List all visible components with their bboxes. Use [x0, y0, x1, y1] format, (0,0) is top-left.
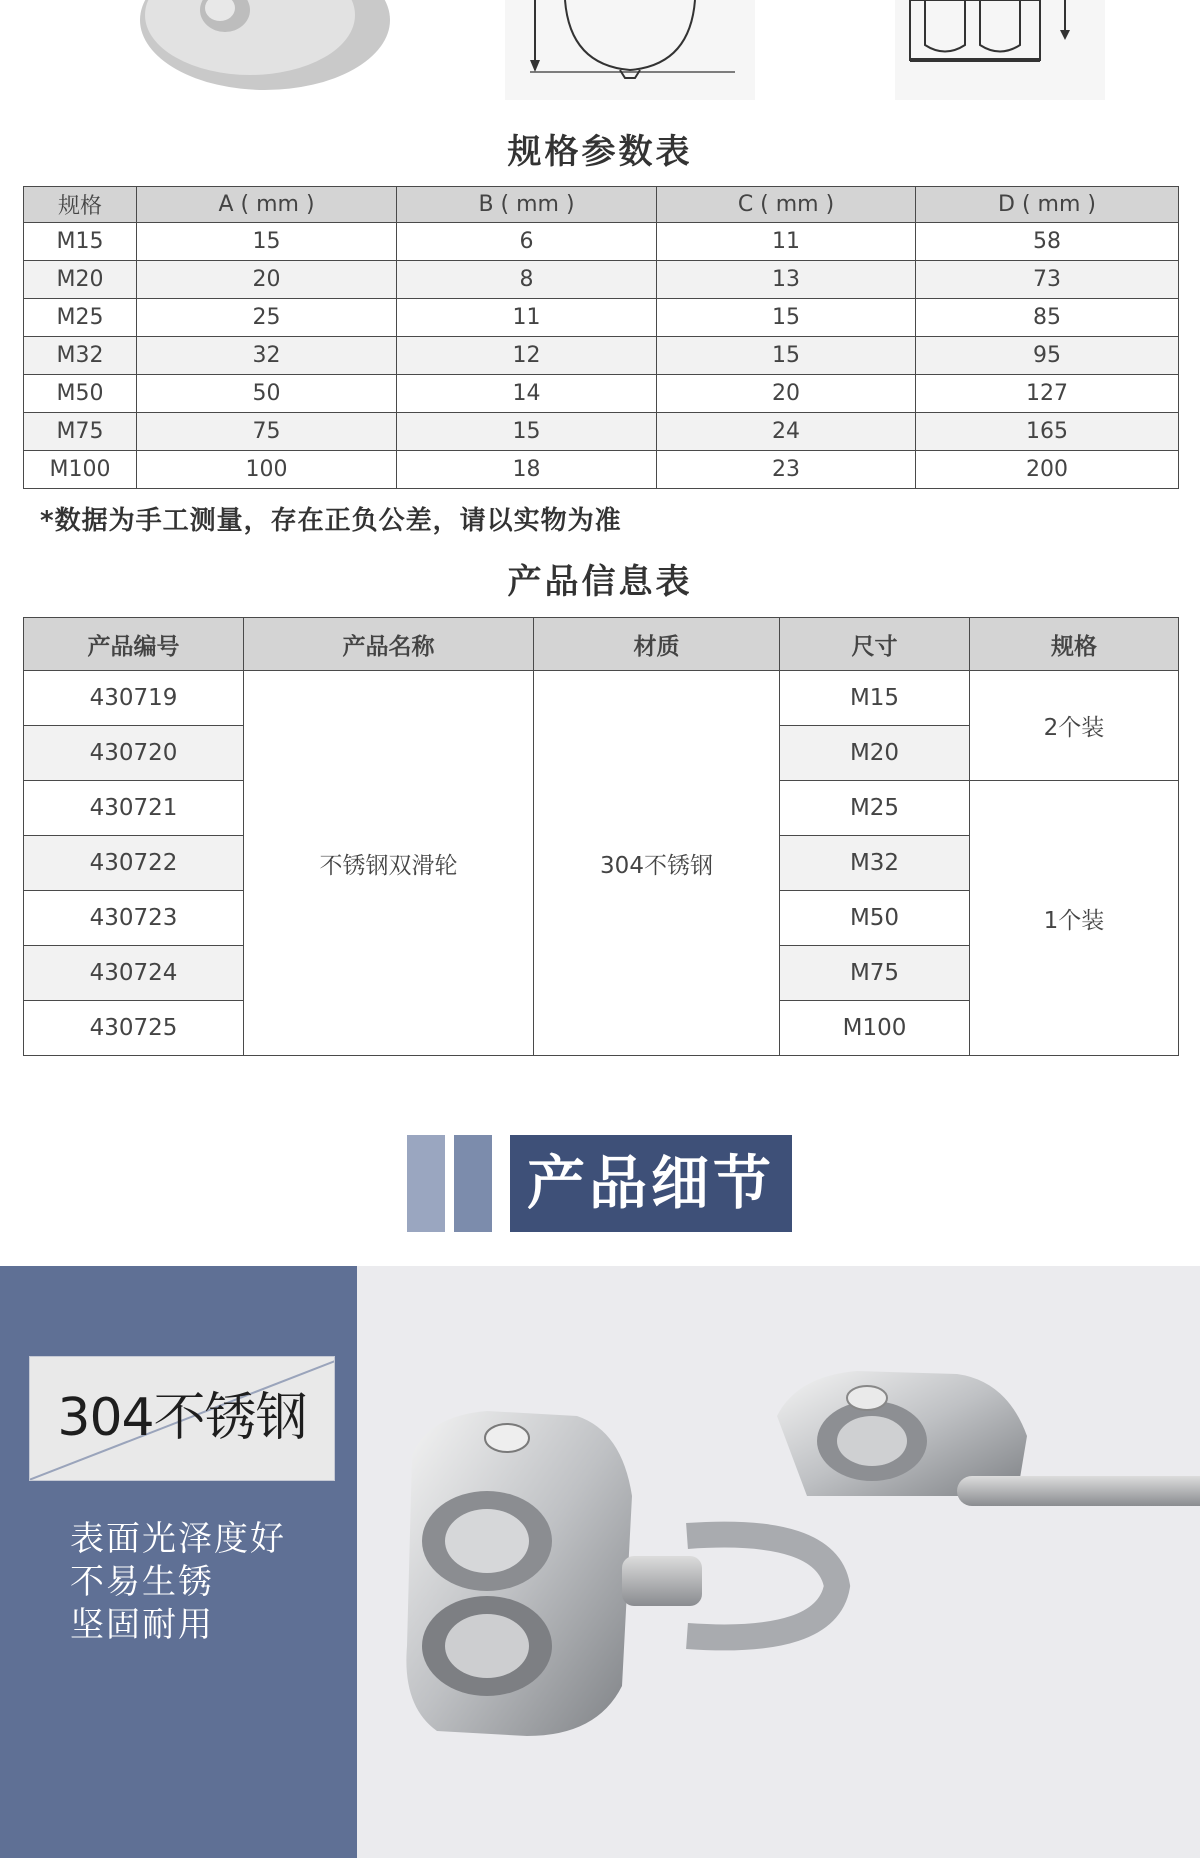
spec-cell: 100 — [137, 451, 397, 489]
pack-cell: 2个装 — [970, 671, 1179, 781]
product-code-cell: 430721 — [24, 781, 244, 836]
product-code-cell: 430719 — [24, 671, 244, 726]
table-row — [24, 337, 1179, 375]
product-code-cell: 430722 — [24, 836, 244, 891]
product-code-cell: 430724 — [24, 946, 244, 1001]
spec-cell: 127 — [916, 375, 1179, 413]
spec-cell: 11 — [657, 223, 916, 261]
spec-cell: 18 — [397, 451, 657, 489]
size-cell: M50 — [780, 891, 970, 946]
size-cell: M100 — [780, 1001, 970, 1056]
banner-accent-bar — [454, 1135, 492, 1232]
spec-cell: 50 — [137, 375, 397, 413]
spec-cell: M100 — [24, 451, 137, 489]
info-header-row — [24, 618, 1179, 671]
spec-header-cell: B ( mm ) — [397, 187, 657, 223]
spec-cell: 20 — [657, 375, 916, 413]
table-row — [24, 375, 1179, 413]
table-row — [24, 451, 1179, 489]
size-cell: M25 — [780, 781, 970, 836]
feature-item: 不易生锈 — [70, 1562, 214, 1602]
spec-cell: 200 — [916, 451, 1179, 489]
info-table-title: 产品信息表 — [507, 562, 693, 602]
spec-header-row — [24, 187, 1179, 223]
spec-cell: M25 — [24, 299, 137, 337]
spec-cell: 15 — [137, 223, 397, 261]
measurement-note: *数据为手工测量，存在正负公差，请以实物为准 — [40, 506, 622, 536]
spec-header-cell: D ( mm ) — [916, 187, 1179, 223]
table-row — [24, 223, 1179, 261]
spec-cell: M15 — [24, 223, 137, 261]
feature-section — [0, 1266, 1200, 1858]
table-row — [24, 671, 1179, 726]
spec-cell: 15 — [657, 337, 916, 375]
pulley-product-photo — [357, 1266, 1200, 1858]
spec-cell: M50 — [24, 375, 137, 413]
table-row — [24, 261, 1179, 299]
spec-cell: 24 — [657, 413, 916, 451]
pulley-front-diagram — [895, 0, 1105, 100]
spec-cell: 25 — [137, 299, 397, 337]
info-header-cell: 产品名称 — [244, 618, 534, 671]
feature-item: 表面光泽度好 — [70, 1519, 286, 1559]
spec-cell: 73 — [916, 261, 1179, 299]
info-header-cell: 材质 — [534, 618, 780, 671]
spec-table — [23, 186, 1179, 489]
pack-cell: 1个装 — [970, 781, 1179, 1056]
size-cell: M15 — [780, 671, 970, 726]
product-details-banner — [407, 1135, 792, 1232]
table-row — [24, 413, 1179, 451]
feature-panel — [0, 1266, 357, 1858]
size-cell: M32 — [780, 836, 970, 891]
spec-cell: M32 — [24, 337, 137, 375]
spec-cell: 32 — [137, 337, 397, 375]
material-cell: 304不锈钢 — [534, 671, 780, 1056]
material-label-box — [29, 1356, 335, 1481]
spec-cell: 14 — [397, 375, 657, 413]
spec-cell: M20 — [24, 261, 137, 299]
banner-title: 产品细节 — [510, 1135, 792, 1232]
table-row — [24, 299, 1179, 337]
info-header-cell: 产品编号 — [24, 618, 244, 671]
spec-cell: 12 — [397, 337, 657, 375]
spec-cell: 8 — [397, 261, 657, 299]
spec-header-cell: C ( mm ) — [657, 187, 916, 223]
product-code-cell: 430723 — [24, 891, 244, 946]
spec-cell: 13 — [657, 261, 916, 299]
product-code-cell: 430720 — [24, 726, 244, 781]
spec-cell: 20 — [137, 261, 397, 299]
product-name-cell: 不锈钢双滑轮 — [244, 671, 534, 1056]
info-header-cell: 规格 — [970, 618, 1179, 671]
pulley-side-diagram — [505, 0, 755, 100]
size-cell: M75 — [780, 946, 970, 1001]
spec-cell: 15 — [397, 413, 657, 451]
feature-item: 坚固耐用 — [70, 1605, 214, 1645]
info-table — [23, 617, 1179, 1056]
spec-cell: M75 — [24, 413, 137, 451]
material-label: 304不锈钢 — [57, 1388, 307, 1448]
spec-cell: 11 — [397, 299, 657, 337]
spec-cell: 75 — [137, 413, 397, 451]
product-code-cell: 430725 — [24, 1001, 244, 1056]
spec-table-title: 规格参数表 — [507, 132, 693, 172]
spec-cell: 165 — [916, 413, 1179, 451]
info-header-cell: 尺寸 — [780, 618, 970, 671]
size-cell: M20 — [780, 726, 970, 781]
spec-cell: 85 — [916, 299, 1179, 337]
spec-header-cell: 规格 — [24, 187, 137, 223]
spec-cell: 95 — [916, 337, 1179, 375]
spec-cell: 15 — [657, 299, 916, 337]
pulley-photo-top — [130, 0, 400, 100]
spec-cell: 23 — [657, 451, 916, 489]
spec-cell: 6 — [397, 223, 657, 261]
spec-cell: 58 — [916, 223, 1179, 261]
spec-header-cell: A ( mm ) — [137, 187, 397, 223]
banner-accent-bar — [407, 1135, 445, 1232]
